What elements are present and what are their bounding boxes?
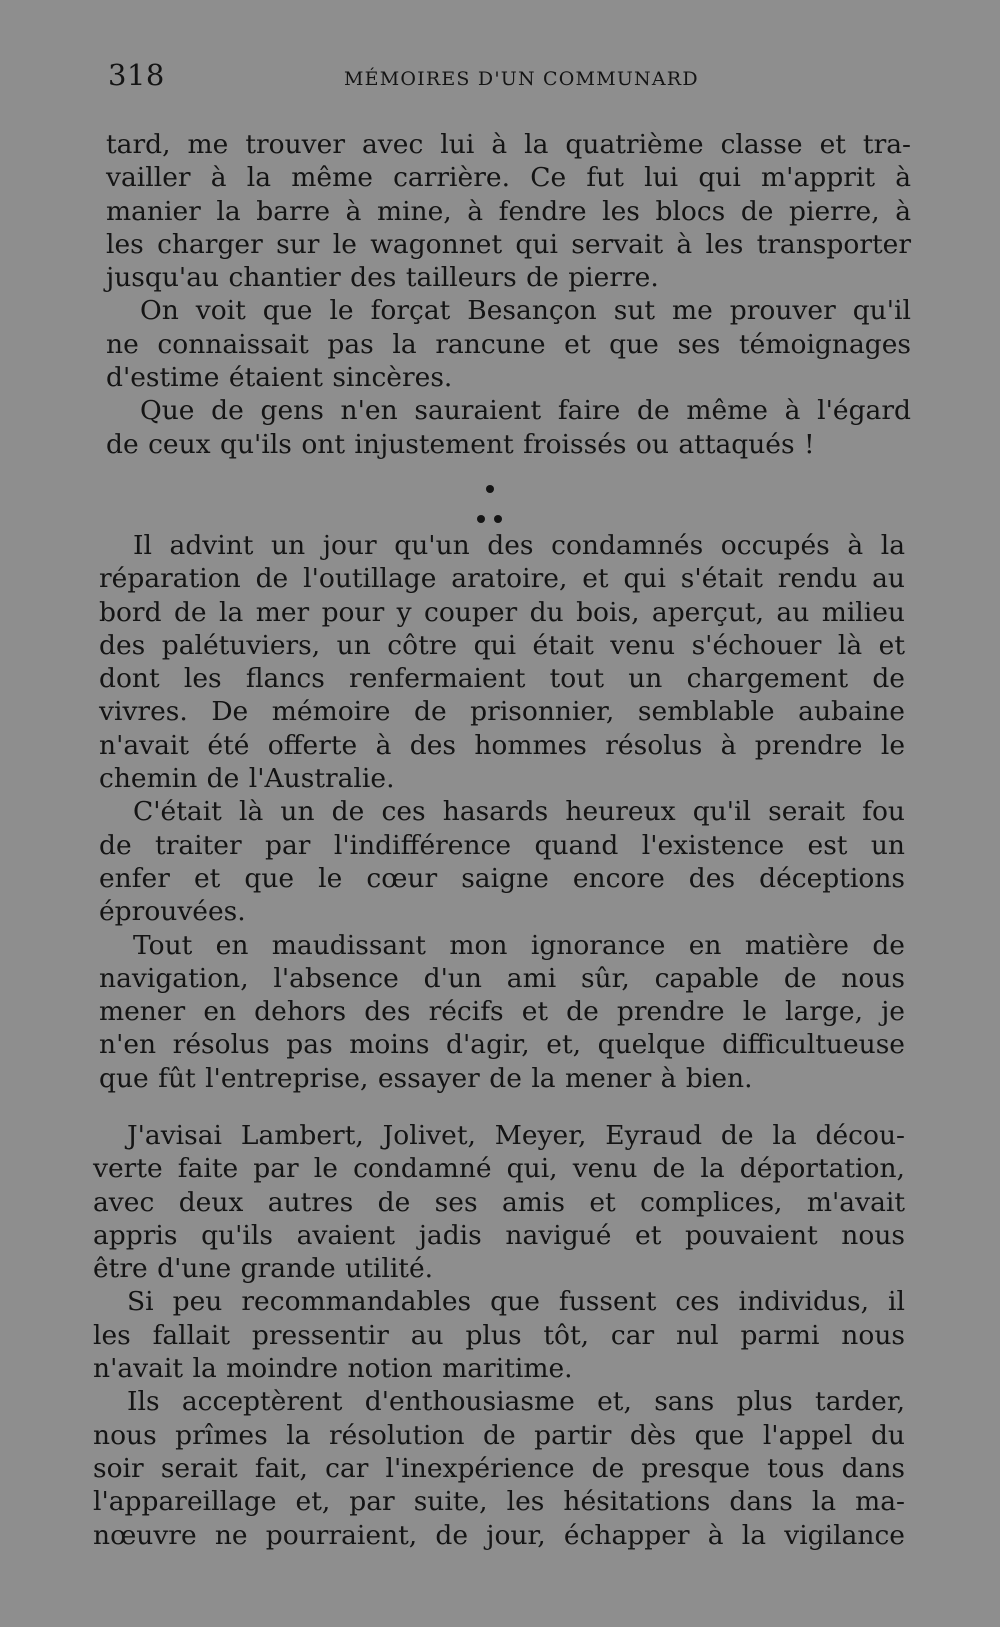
text-line: de traiter par l'indifférence quand l'existence est un (99, 829, 905, 861)
text-block-2 (99, 529, 905, 1095)
text-line: On voit que le forçat Besançon sut me prouver qu'il (140, 295, 911, 327)
text-line: bord de la mer pour y couper du bois, aperçut, au milieu (99, 596, 905, 628)
text-line: mener en dehors des récifs et de prendre le large, je (99, 996, 905, 1028)
text-block-3 (93, 1119, 905, 1552)
text-block-1 (106, 128, 911, 461)
text-line: ne connaissait pas la rancune et que ses témoignages (106, 328, 911, 360)
text-line: d'estime étaient sincères. (106, 362, 453, 394)
text-line: n'avait été offerte à des hommes résolus à prendre le (99, 729, 905, 761)
text-line: des palétuviers, un côtre qui était venu s'échouer là et (99, 629, 905, 661)
text-line: Tout en maudissant mon ignorance en matière de (133, 929, 905, 961)
text-line: de ceux qu'ils ont injustement froissés ou attaqués ! (106, 428, 815, 460)
asterism-dot (477, 515, 485, 523)
text-line: appris qu'ils avaient jadis navigué et pouvaient nous (93, 1219, 905, 1251)
text-line: vivres. De mémoire de prisonnier, semblable aubaine (99, 696, 905, 728)
text-line: nœuvre ne pourraient, de jour, échapper à la vigilance (93, 1519, 905, 1551)
text-line: Que de gens n'en sauraient faire de même à l'égard (140, 395, 911, 427)
text-line: J'avisai Lambert, Jolivet, Meyer, Eyraud de la décou- (127, 1120, 905, 1151)
text-line: les fallait pressentir au plus tôt, car nul parmi nous (93, 1319, 905, 1351)
text-line: n'en résolus pas moins d'agir, et, quelque difficultueuse (99, 1029, 905, 1061)
text-line: être d'une grande utilité. (93, 1253, 434, 1285)
text-line: réparation de l'outillage aratoire, et qui s'était rendu au (99, 563, 905, 595)
text-line: soir serait fait, car l'inexpérience de presque tous dans (93, 1452, 905, 1484)
text-line: l'appareillage et, par suite, les hésitations dans la ma- (93, 1486, 905, 1518)
page-number: 318 (108, 58, 165, 92)
text-line: éprouvées. (99, 896, 246, 928)
text-line: les charger sur le wagonnet qui servait à les transporter (106, 228, 911, 260)
text-line: n'avait la moindre notion maritime. (93, 1353, 573, 1385)
asterism-dot (486, 485, 494, 493)
text-line: jusqu'au chantier des tailleurs de pierre. (106, 262, 659, 294)
text-line: Il advint un jour qu'un des condamnés occupés à la (133, 530, 905, 561)
text-line: Ils acceptèrent d'enthousiasme et, sans plus tarder, (127, 1386, 905, 1418)
text-line: manier la barre à mine, à fendre les blocs de pierre, à (106, 195, 911, 227)
text-line: verte faite par le condamné qui, venu de la déportation, (93, 1153, 905, 1185)
text-line: C'était là un de ces hasards heureux qu'il serait fou (133, 796, 905, 828)
text-line: dont les flancs renfermaient tout un chargement de (99, 663, 905, 695)
text-line: nous prîmes la résolution de partir dès que l'appel du (93, 1419, 905, 1451)
text-line: tard, me trouver avec lui à la quatrième classe et tra- (106, 129, 911, 160)
text-line: chemin de l'Australie. (99, 763, 395, 795)
running-title: MÉMOIRES D'UN COMMUNARD (344, 68, 699, 90)
text-line: navigation, l'absence d'un ami sûr, capable de nous (99, 962, 905, 994)
text-line: enfer et que le cœur saigne encore des déceptions (99, 862, 905, 894)
text-line: que fût l'entreprise, essayer de la mener à bien. (99, 1062, 753, 1094)
text-line: avec deux autres de ses amis et complices, m'avait (93, 1186, 905, 1218)
text-line: vailler à la même carrière. Ce fut lui qui m'apprit à (106, 162, 911, 194)
text-line: Si peu recommandables que fussent ces individus, il (127, 1286, 905, 1318)
asterism-dot (494, 515, 502, 523)
section-separator-asterism (470, 485, 510, 525)
